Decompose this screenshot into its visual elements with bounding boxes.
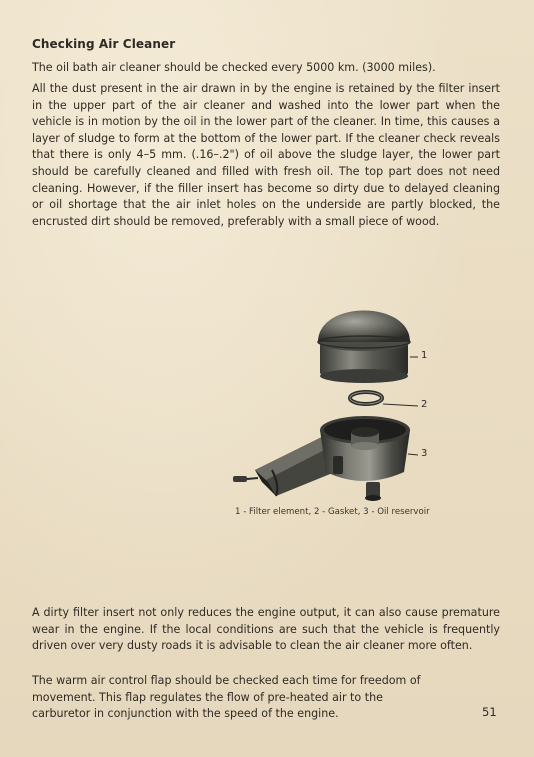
callout-3: 3 (421, 448, 428, 459)
filter-element (318, 311, 410, 384)
paragraph-interval: The oil bath air cleaner should be checked every 5000 km. (3000 miles). (32, 61, 436, 74)
callout-1: 1 (421, 350, 428, 361)
page-number: 51 (482, 705, 497, 719)
callout-leader-2 (383, 404, 418, 406)
paragraph-warm-air-flap: The warm air control flap should be checked each time for freedom of movement. This flap regulates the flow of pre-heated air to the carburetor in conjunction with the speed of the engine. (32, 674, 421, 721)
gasket (350, 392, 382, 404)
callout-2: 2 (421, 399, 428, 410)
oil-reservoir (320, 416, 410, 501)
paragraph-dirty-filter: A dirty filter insert not only reduces the engine output, it can also cause premature wear in the engine. If the local conditions are such that the vehicle is frequently driven over very dusty roads it is advisable to clean the air cleaner more often. (32, 606, 500, 653)
section-heading: Checking Air Cleaner (32, 37, 176, 51)
figure-caption: 1 - Filter element, 2 - Gasket, 3 - Oil reservoir (235, 507, 430, 517)
callout-leader-3 (408, 454, 418, 455)
paragraph-explanation: All the dust present in the air drawn in by the engine is retained by the filter insert in the upper part of the air cleaner and washed into the lower part when the vehicle is in motion by the oil in the lower part of the cleaner. In time, this causes a layer of sludge to form at the bottom of the lower part. If the cleaner check reveals that there is only 4–5 mm. (.16–.2") of oil above the sludge layer, the lower part should be carefully cleaned and filled with fresh oil. The top part does not need cleaning. However, if the filler insert has become so dirty due to delayed cleaning or oil shortage that the air inlet holes on the underside are partly blocked, the encrusted dirt should be removed, preferably with a small piece of wood. (32, 82, 500, 228)
